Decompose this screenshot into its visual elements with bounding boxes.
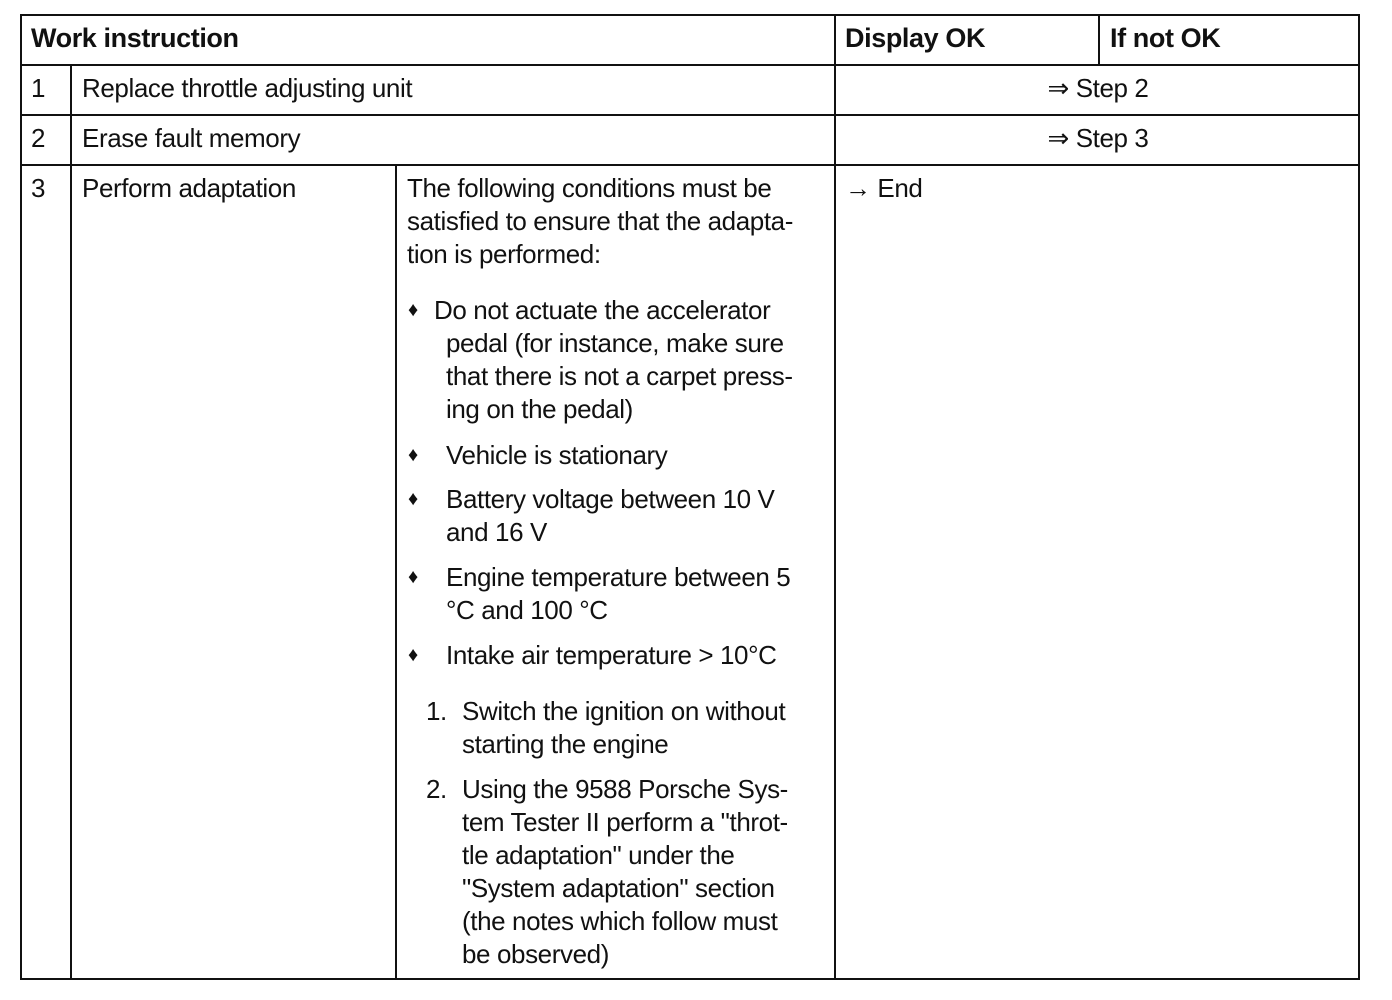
bullet-line: Engine temperature between 5	[446, 562, 791, 592]
step-line: starting the engine	[462, 729, 669, 759]
diamond-bullet-icon: ♦	[408, 644, 418, 666]
diamond-bullet-icon: ♦	[408, 299, 418, 321]
step-column-divider	[70, 64, 72, 980]
row-3-step: 3	[31, 173, 46, 203]
step-line: "System adaptation" section	[462, 873, 775, 903]
step-number: 1.	[426, 696, 447, 726]
row-3-display-ok: → End	[845, 173, 923, 203]
intro-line: tion is performed:	[407, 239, 601, 269]
row-divider-1	[20, 114, 1360, 116]
intro-line: satisfied to ensure that the adapta-	[407, 206, 793, 236]
step-line: (the notes which follow must	[462, 906, 778, 936]
step-line: tem Tester II perform a "throt-	[462, 807, 788, 837]
step-line: Using the 9588 Porsche Sys-	[462, 774, 788, 804]
diamond-bullet-icon: ♦	[408, 566, 418, 588]
step-line: tle adaptation" under the	[462, 840, 735, 870]
step-line: Switch the ignition on without	[462, 696, 786, 726]
work-instruction-table	[20, 14, 1360, 980]
bullet-line: ing on the pedal)	[446, 394, 633, 424]
detail-column-divider	[395, 164, 397, 980]
step-line: be observed)	[462, 939, 609, 969]
row-2-result: ⇒ Step 3	[1047, 123, 1149, 153]
header-display-ok: Display OK	[845, 23, 986, 53]
bullet-line: and 16 V	[446, 517, 547, 547]
row-divider-2	[20, 164, 1360, 166]
header-work-instruction: Work instruction	[31, 23, 239, 53]
header-if-not-ok: If not OK	[1110, 23, 1221, 53]
row-2-instruction: Erase fault memory	[82, 123, 301, 153]
diamond-bullet-icon: ♦	[408, 488, 418, 510]
bullet-line: °C and 100 °C	[446, 595, 608, 625]
bullet-line: Battery voltage between 10 V	[446, 484, 775, 514]
bullet-line: Vehicle is stationary	[446, 440, 668, 470]
bullet-line: that there is not a carpet press-	[446, 361, 793, 391]
if-not-ok-column-divider	[1098, 14, 1100, 66]
bullet-line: pedal (for instance, make sure	[446, 328, 784, 358]
header-divider	[20, 64, 1360, 66]
intro-line: The following conditions must be	[407, 173, 772, 203]
row-1-step: 1	[31, 73, 46, 103]
row-1-instruction: Replace throttle adjusting unit	[82, 73, 413, 103]
bullet-line: Intake air temperature > 10°C	[446, 640, 777, 670]
conditions-intro	[407, 172, 832, 271]
bullet-line: Do not actuate the accelerator	[434, 295, 771, 325]
diamond-bullet-icon: ♦	[408, 444, 418, 466]
step-number: 2.	[426, 774, 447, 804]
row-3-instruction: Perform adaptation	[82, 173, 296, 203]
row-1-result: ⇒ Step 2	[1047, 73, 1149, 103]
display-ok-column-divider	[834, 14, 836, 980]
row-2-step: 2	[31, 123, 46, 153]
